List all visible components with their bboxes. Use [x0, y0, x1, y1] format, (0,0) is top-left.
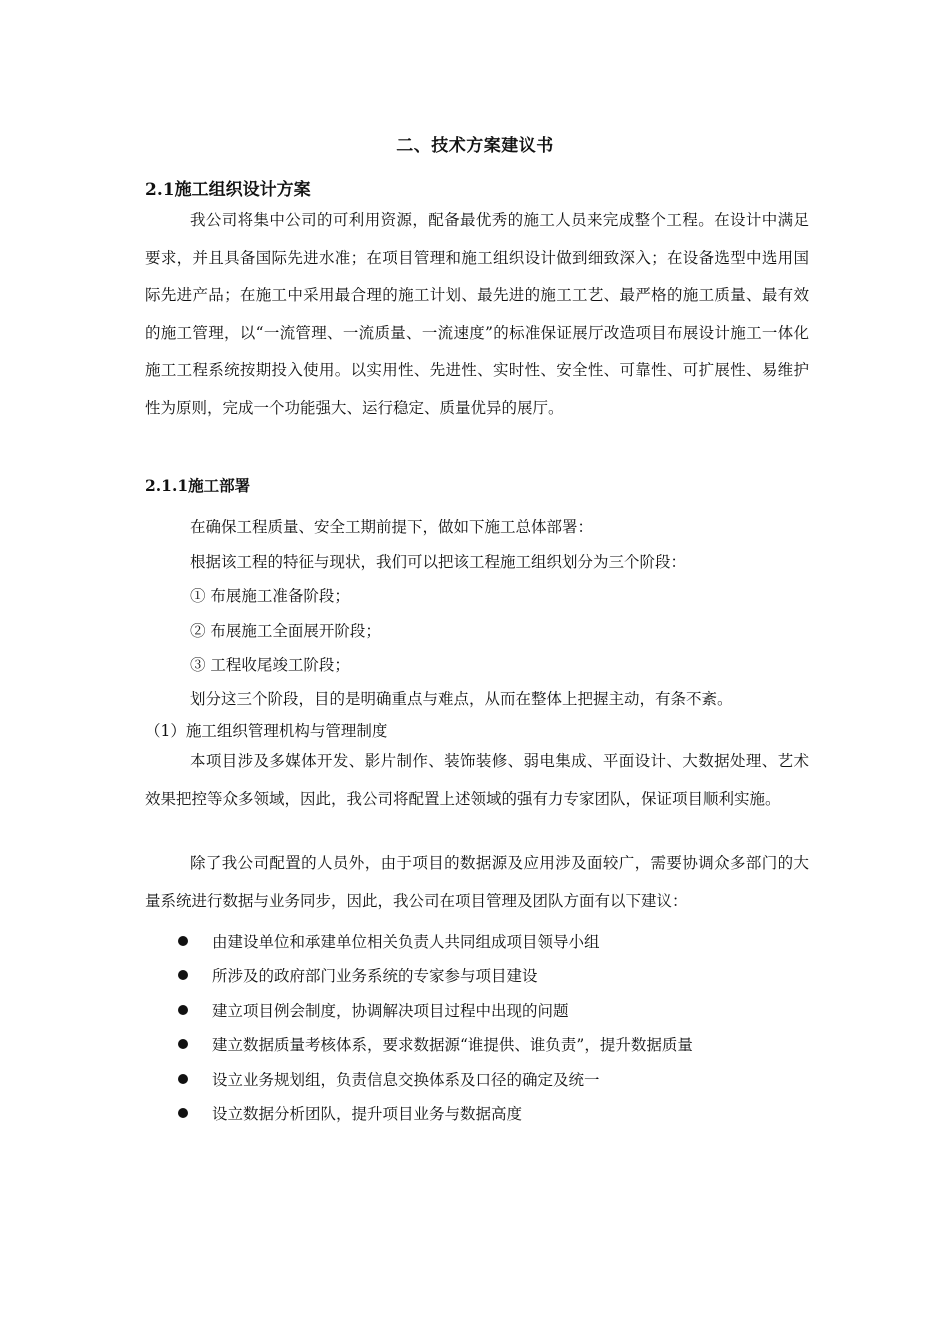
section-heading-2-1-1: 2.1.1施工部署	[145, 476, 251, 495]
bullet-icon	[178, 1108, 188, 1118]
stage-item-3: ③ 工程收尾竣工阶段；	[190, 656, 350, 674]
stage-item-2: ② 布展施工全面展开阶段；	[190, 622, 381, 640]
list-item-text: 建立项目例会制度，协调解决项目过程中出现的问题	[212, 1002, 569, 1020]
stage-division-line: 根据该工程的特征与现状，我们可以把该工程施工组织划分为三个阶段：	[190, 553, 687, 571]
bullet-icon	[178, 1039, 188, 1049]
list-item	[178, 963, 538, 987]
list-item-text: 所涉及的政府部门业务系统的专家参与项目建设	[212, 967, 538, 985]
bullet-icon	[178, 970, 188, 980]
stage-item-1: ① 布展施工准备阶段；	[190, 587, 350, 605]
bullet-icon	[178, 1005, 188, 1015]
list-item	[178, 929, 600, 953]
section-heading-2-1: 2.1施工组织设计方案	[145, 180, 311, 200]
management-paragraph-2: 除了我公司配置的人员外，由于项目的数据源及应用涉及面较广，需要协调众多部门的大量系统进行数据与业务同步，因此，我公司在项目管理及团队方面有以下建议：	[145, 854, 809, 910]
list-item	[178, 1067, 600, 1091]
list-item-text: 建立数据质量考核体系，要求数据源“谁提供、谁负责”，提升数据质量	[212, 1036, 693, 1054]
list-item-text: 设立业务规划组，负责信息交换体系及口径的确定及统一	[212, 1071, 600, 1089]
document-title: 二、技术方案建议书	[396, 136, 554, 156]
list-item-text: 设立数据分析团队，提升项目业务与数据高度	[212, 1105, 523, 1123]
list-item	[178, 1101, 522, 1125]
list-item-text: 由建设单位和承建单位相关负责人共同组成项目领导小组	[212, 933, 600, 951]
bullet-icon	[178, 936, 188, 946]
subheading-management: （1）施工组织管理机构与管理制度	[145, 722, 388, 740]
stage-purpose-line: 划分这三个阶段，目的是明确重点与难点，从而在整体上把握主动，有条不紊。	[190, 690, 733, 708]
section-2-1-paragraph: 我公司将集中公司的可利用资源，配备最优秀的施工人员来完成整个工程。在设计中满足要求，并且具备国际先进水准；在项目管理和施工组织设计做到细致深入；在设备选型中选用国际先进产品；在施工中采用最合理的施工计划、最先进的施工工艺、最严格的施工质量、最有效的施工管理，以“一流管理、一流质量、一流速度”的标准保证展厅改造项目布展设计施工一体化施工工程系统按期投入使用。以实用性、先进性、实时性、安全性、可靠性、可扩展性、易维护性为原则，完成一个功能强大、运行稳定、质量优异的展厅。	[145, 211, 809, 417]
deployment-intro-line: 在确保工程质量、安全工期前提下，做如下施工总体部署：	[190, 518, 594, 536]
list-item	[178, 998, 569, 1022]
list-item	[178, 1032, 693, 1056]
bullet-icon	[178, 1074, 188, 1084]
management-paragraph-1: 本项目涉及多媒体开发、影片制作、装饰装修、弱电集成、平面设计、大数据处理、艺术效果把控等众多领域，因此，我公司将配置上述领域的强有力专家团队，保证项目顺利实施。	[145, 752, 809, 808]
